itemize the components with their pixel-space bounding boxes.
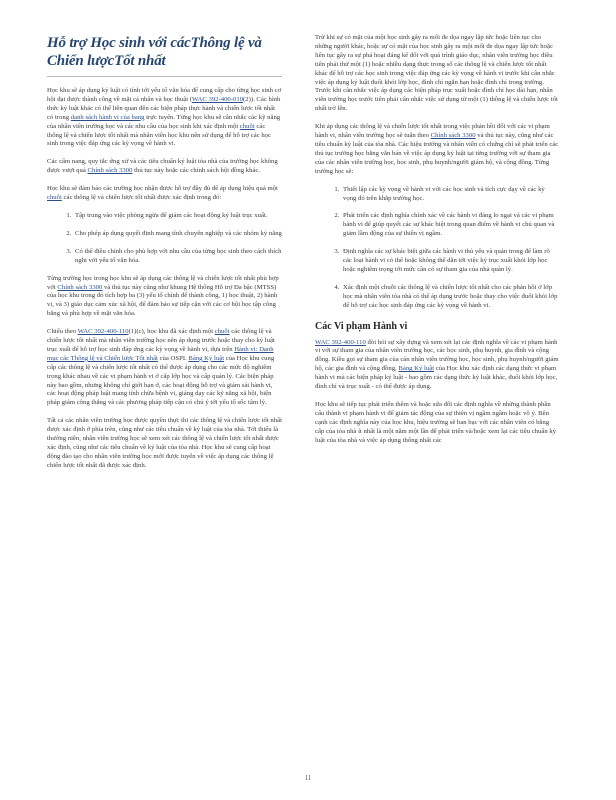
text-span: Từng trường học trong học khu sẽ áp dụng các thông lệ và chiến lược tốt nhất phù hợp với [47, 274, 279, 291]
text-span: đòi hỏi sự xây dựng và xem xét lại các định nghĩa về các vi phạm hành vi với sự tham gia của nhân viên trường học, các học sinh, phụ huynh, gia đình và cộng đồng. Kiều gọi sự tham gia của cán nhân viên trường học, học sinh, phụ huynh/người giám hộ, các gia đình và cộng đồng, [315, 338, 559, 373]
text-span: các thông lệ và chiến lược tốt nhất mà nhân viên học khu nên sử dụng để hỗ trợ các học sinh trong việc đáp ứng các kỳ vọng về hành vi. [47, 122, 271, 148]
policy-3300-link[interactable]: Chính sách 3300 [57, 283, 103, 291]
wac-010-link[interactable]: WAC 392-400-010 [191, 95, 244, 103]
page-number: 11 [304, 774, 312, 782]
definitions-paragraph: Học khu sẽ tiếp tục phát triển thêm và hoặc sửa đổi các định nghĩa về những thành phần cấu thành vi phạm hành vi để giảm tác động của sự thiên vị ngầm ngầm hoặc vô ý. Bên cạnh các định nghĩa này của học khu, hiệu trưởng sẽ ban bạc với các nhân viên có bằng cấp của tòa nhà ít nhất là một năm một lần để phát triển và/hoặc xem lại các tiêu chuẩn kỷ luật của tòa nhà và việc áp dụng thống nhất các [315, 401, 557, 444]
violations-paragraph [315, 339, 559, 392]
text-span: các thông lệ và chiến lược tốt nhất mà nhân viên trường học nên áp dụng trước hoặc thay cho kỷ luật trục xuất để hỗ trợ học sinh đáp ứng các kỳ vọng về hành vi, dựa trên [47, 328, 275, 353]
policy-3300-link[interactable]: Chính sách 3300 [87, 167, 133, 175]
list-item: 1. Tập trung vào việc phòng ngừa để giảm các hoạt động kỷ luật trục xuất. [73, 212, 282, 221]
text-span: Các cẩm nang, quy tắc ứng xử và các tiêu chuẩn kỷ luật tòa nhà của trường học không được vượt quá [47, 158, 278, 175]
right-column [315, 34, 559, 455]
mtss-paragraph [47, 275, 282, 320]
wac-110-link[interactable]: WAC 392-400-110 [315, 338, 366, 346]
support-paragraph [47, 185, 282, 203]
practices-list [47, 212, 282, 266]
text-span: Chiểu theo [47, 328, 78, 336]
state-behavior-list-link[interactable]: danh sách hành vi của bang [70, 113, 145, 121]
list-item: 4. Xác định một chuỗi các thông lệ và chiến lược tốt nhất cho các phản hồi ở lớp học mà nhân viên tòa nhà có thể áp dụng trước hoặc thay cho việc đuổi khỏi lớp để hỗ trợ các học sinh đáp ứng các kỳ vọng về hành vi. [341, 284, 559, 311]
left-column [47, 34, 282, 480]
behavior-menu-link[interactable]: Hành vi: Danh mục các Thông lệ và Chiến lược Tốt nhất [47, 345, 274, 362]
text-span: và thủ tục này cũng như khung Hệ thống Hỗ trợ Đa bậc (MTSS) của học khu trong đó tích hợp ba (3) yếu tố chính để thành công, 1) học thuật, 2) hành vi, và 3) giáo dục cảm xúc xã hội, để đảm bảo sự tiếp cận với các cơ hội học tập công bằng và phù hợp về mặt văn hóa. [47, 283, 278, 318]
text-span: (2)). Các hình thức kỷ luật khác có thể liên quan đến các biện pháp thực hành và chiến lược tốt nhất có trong [47, 95, 281, 121]
list-item: 2. Cho phép áp dụng quyết định mang tính chuyên nghiệp và các nhóm kỷ năng [73, 230, 282, 239]
text-span: và thủ tục này, cũng như các tiêu chuẩn kỷ luật của tòa nhà. Các hiệu trưởng và nhân viên có chứng chỉ sẽ phát triển các thủ tục trường học bằng văn bản về việc áp dụng kỷ luật tại từng trường với sự tham gia của các nhân viên trường học, học sinh, phụ huynh/người giám hộ, và cộng đồng. Từng trường học sẽ: [315, 132, 559, 175]
wac-110-paragraph [47, 328, 282, 408]
text-span: Khi áp dụng các thông lệ và chiến lược tốt nhất trong việc phản hồi đối với các vi phạm hành vi, nhân viên trường học sẽ tuân theo [315, 123, 550, 140]
text-span: của OSPI. [157, 354, 189, 362]
discipline-matrix-link[interactable]: Bảng Kỷ luật [398, 365, 435, 373]
text-span: trực tuyến. Từng học khu sẽ cân nhắc các kỹ năng của nhân viên trường học và các nhu cầu của học sinh khi xác định một [47, 113, 281, 130]
list-item: 3. Định nghĩa các sự khác biệt giữa các hành vi thủ yêu và quản trong để làm rõ các loại hành vi có thể hoặc không thể dẫn tới việc kỷ trục xuất khỏi lớp học hoặc nghiêm trọng tới mức cần có sự tham gia của nhà quản lý. [341, 248, 559, 275]
text-span: của Học khu cung cấp các thông lệ và chiến lược tốt nhất có thể được áp dụng cho các mức độ nghiêm trọng khác nhau về các vi phạm hành vi ở cấp lớp học và cấp quản lý. Các biện pháp này bao gồm, nhưng không chỉ giới hạn ở, các hoạt động hỗ trợ và giám sát hành vi, các hoạt động pháp luật mang tính chữa bệnh vi, giảng dạy các kỹ năng xã hội, biện pháp giám công thắng và các phương pháp tiếp cận có chủ ý tới yếu tố sốc tâm lý. [47, 354, 275, 407]
continuum-link[interactable]: chuỗi [214, 328, 230, 336]
list-item: 1. Thiết lập các kỳ vọng về hành vi với các học sinh và tích cực dạy về các kỳ vọng đó trên khắp trường học. [341, 186, 559, 204]
text-span: của Học khu xác định các dạng thức vi phạm hành vi mà các biện pháp kỷ luật - bao gồm các dạng thức kỷ luật khác, đuổi khỏi lớp học, đình chỉ và trục xuất - có thể được áp dụng. [315, 365, 558, 391]
intro-paragraph [47, 87, 282, 149]
school-duties-list [315, 186, 559, 311]
title-divider [47, 76, 282, 77]
section-heading: Các Vi phạm Hành vi [315, 320, 408, 332]
presence-paragraph: Trừ khi sự có mặt của một học sinh gây ra mối đe dọa ngay lập tức hoặc liên tục cho những người khác, hoặc sự có mặt của học sinh gây ra một mối đe dọa ngay lập tức hoặc liên tục gây ra sự phá hoại đáng kể đối với quá trình giáo dục, nhân viên trường học điều tiên phải thử một (1) hoặc nhiều dạng thực trong số các thông lệ và chiến lược tốt nhất khác để hỗ trợ các học sinh trong việc đáp ứng các kỳ vọng về hành vi trước khi cân nhắc việc áp dụng kỷ luật đuổi khỏi lớp học, đình chỉ ngắn hạn hoặc đình chỉ trong trường. Trước khi cân nhắc việc áp dụng các biện pháp trục xuất hoặc đình chỉ học dài hạn, nhân viên trường học trước tiên phải cân nhắc việc sử dụng từ một (1) thông lệ và chiến lược tốt nhất trở lên. [315, 34, 558, 113]
text-span: Học khu sẽ đảm bảo các trường học nhận được hỗ trợ đầy đủ để áp dụng hiệu quả một [47, 185, 278, 193]
continuum-link[interactable]: chuỗi [239, 122, 255, 130]
list-item: 3. Có thể điều chỉnh cho phù hợp với nhu cầu của từng học sinh theo cách thích nghi với yếu tố văn hóa. [73, 248, 282, 266]
continuum-link[interactable]: chuỗi [47, 194, 62, 202]
handbook-paragraph [47, 158, 282, 176]
procedures-paragraph [315, 123, 559, 176]
staff-paragraph: Tất cả các nhân viên trường học được quyền thực thi các thông lệ và chiến lược tốt nhất được xác định ở phía trên, cũng như các tiêu chuẩn về kỷ luật của tòa nhà. Tới thiểu là thường niên, nhân viên trường học sẽ xem xét các thông lệ và chiến lược tốt nhất được xác định, cũng như các tiêu chuẩn về kỷ luật của tòa nhà. Học khu sẽ cung cấp hoạt động đào tạo cho nhân viên trường học mới được tuyển về việc áp dụng các thông lệ chiến lược tốt nhất đã được xác định. [47, 417, 282, 469]
page-title: Hỗ trợ Học sinh với cácThông lệ và Chiến lượcTốt nhất [47, 35, 262, 69]
text-span: thủ tục này hoặc các chính sách hội đồng khác. [132, 167, 261, 175]
discipline-matrix-link[interactable]: Bảng Kỷ luật [188, 354, 225, 362]
list-item: 2. Phát triển các định nghĩa chính xác về các hành vi đáng lo ngại và các vi phạm hành vi để giúp quyết các sự khác biệt trong quan điểm về hành vi chủ quan và giảm lầm động của sự thiên vị ngầm. [341, 212, 559, 239]
wac-110-link[interactable]: WAC 392-400-110 [77, 328, 129, 336]
text-span: (1)(c), học khu đã xác định một [128, 328, 215, 336]
text-span: Học khu sẽ áp dụng kỷ luật có tính tới yếu tố văn hóa để cung cấp cho từng học sinh cơ hội đạt được thành công về mặt cá nhân và học thuật ( [47, 87, 282, 103]
policy-3300-link[interactable]: Chính sách 3300 [430, 132, 476, 140]
text-span: các thông lệ và chiến lược tốt nhất được xác định trong đó: [61, 194, 222, 202]
